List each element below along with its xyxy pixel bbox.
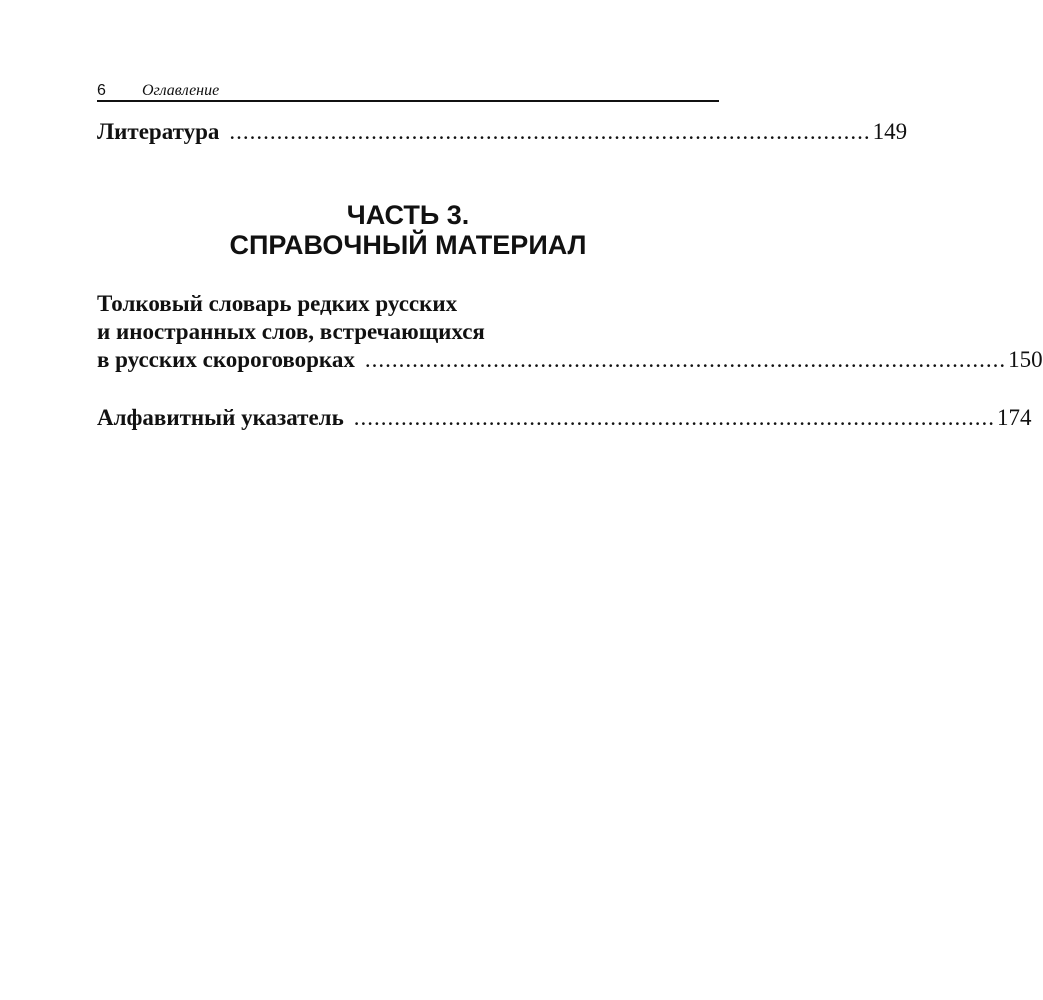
toc-entry-index[interactable] — [97, 404, 1032, 432]
leader-dots: ............................................................................................... — [229, 119, 871, 144]
page-number: 6 — [97, 82, 106, 99]
part-heading-line1: ЧАСТЬ 3. — [346, 200, 470, 230]
toc-page-number: 149 — [872, 119, 908, 144]
part-heading-line2: СПРАВОЧНЫЙ МАТЕРИАЛ — [229, 230, 587, 260]
toc-entry-literature[interactable] — [97, 118, 908, 146]
toc-page-number: 150 — [1008, 347, 1043, 372]
toc-entry-label-line3: в русских скороговорках — [97, 347, 355, 372]
running-head — [97, 82, 719, 102]
toc-entry-label: Литература — [97, 119, 220, 144]
book-page — [97, 0, 1043, 1000]
toc-entry-label-line1: Толковый словарь редких русских — [97, 291, 458, 316]
toc-entry-label-line2: и иностранных слов, встречающихся — [97, 319, 485, 344]
part-heading — [97, 200, 719, 260]
running-head-title: Оглавление — [142, 82, 220, 99]
toc-page-number: 174 — [996, 405, 1032, 430]
leader-dots: ............................................................................................... — [364, 347, 1007, 372]
leader-dots: ............................................................................................... — [353, 405, 995, 430]
toc-entry-label: Алфавитный указатель — [97, 405, 344, 430]
toc-entry-dictionary[interactable] — [97, 290, 1043, 374]
